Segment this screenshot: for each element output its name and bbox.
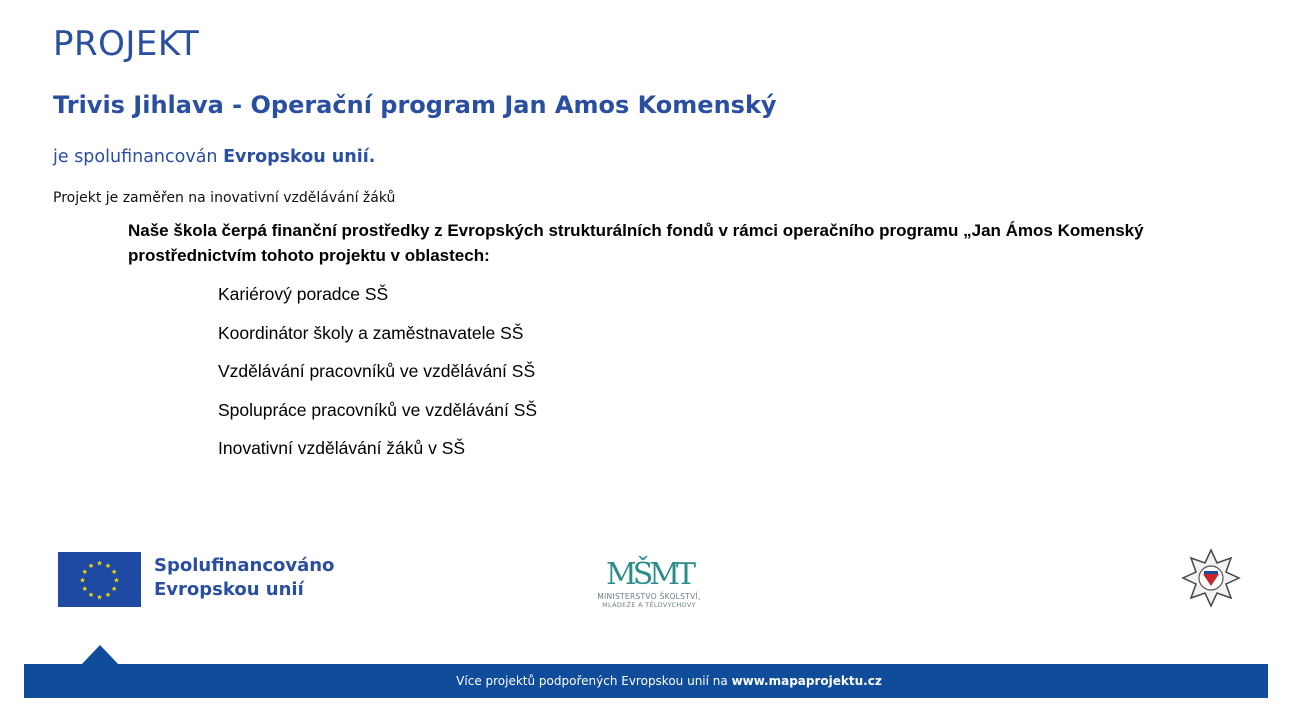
list-item: Inovativní vzdělávání žáků v SŠ <box>218 438 466 459</box>
cofinanced-text <box>53 147 375 167</box>
bottom-bar <box>24 664 1268 698</box>
msmt-mark <box>606 546 692 592</box>
bottom-bar-text <box>24 664 1314 698</box>
intro-text <box>128 218 1148 268</box>
project-subtitle: Trivis Jihlava - Operační program Jan Amos Komenský <box>53 91 777 119</box>
list-item: Vzdělávání pracovníků ve vzdělávání SŠ <box>218 361 536 382</box>
list-item: Spolupráce pracovníků ve vzdělávání SŠ <box>218 399 538 420</box>
svg-text:★: ★ <box>113 576 120 585</box>
svg-text:★: ★ <box>81 585 88 593</box>
eu-flag-icon <box>58 552 141 607</box>
svg-text:★: ★ <box>87 561 95 570</box>
cofinanced-bold: Evropskou unií. <box>223 147 376 167</box>
svg-text:★: ★ <box>111 585 118 593</box>
bar-notch <box>82 645 118 664</box>
eu-stars <box>58 552 141 607</box>
list-item: Kariérový poradce SŠ <box>218 284 389 304</box>
eu-line-2: Evropskou unií <box>154 579 304 600</box>
svg-text:★: ★ <box>111 568 118 576</box>
msmt-line-2: MLÁDEŽE A TĚLOVÝCHOVY <box>602 601 696 609</box>
star-emblem-icon <box>1182 549 1240 607</box>
list-item: Koordinátor školy a zaměstnavatele SŠ <box>218 322 524 343</box>
intro-line-1: Naše škola čerpá finanční prostředky z Evropských strukturálních fondů v rámci operačního programu „Jan Ámos Komenský <box>128 221 1144 240</box>
intro-line-2: prostřednictvím tohoto projektu v oblastech: <box>128 246 490 265</box>
svg-text:★: ★ <box>79 576 86 585</box>
cofinanced-prefix: je spolufinancován <box>53 147 224 167</box>
bar-prefix: Více projektů podpořených Evropskou unií na <box>456 674 732 688</box>
areas-list <box>218 281 537 474</box>
svg-text:★: ★ <box>96 593 103 602</box>
svg-text:★: ★ <box>104 591 112 600</box>
eu-cofinanced-text <box>154 554 334 602</box>
focus-text: Projekt je zaměřen na inovativní vzdělávání žáků <box>53 190 396 206</box>
mapaprojektu-link[interactable]: www.mapaprojektu.cz <box>731 674 882 688</box>
svg-text:★: ★ <box>81 568 88 576</box>
msmt-line-1: MINISTERSTVO ŠKOLSTVÍ, <box>597 592 701 601</box>
svg-text:★: ★ <box>96 559 103 568</box>
page-title: PROJEKT <box>53 24 200 64</box>
svg-text:★: ★ <box>87 591 95 600</box>
msmt-mark-text: MŠMT <box>606 557 692 592</box>
svg-text:★: ★ <box>104 561 112 570</box>
msmt-logo-icon <box>584 546 714 612</box>
eu-line-1: Spolufinancováno <box>154 555 335 576</box>
